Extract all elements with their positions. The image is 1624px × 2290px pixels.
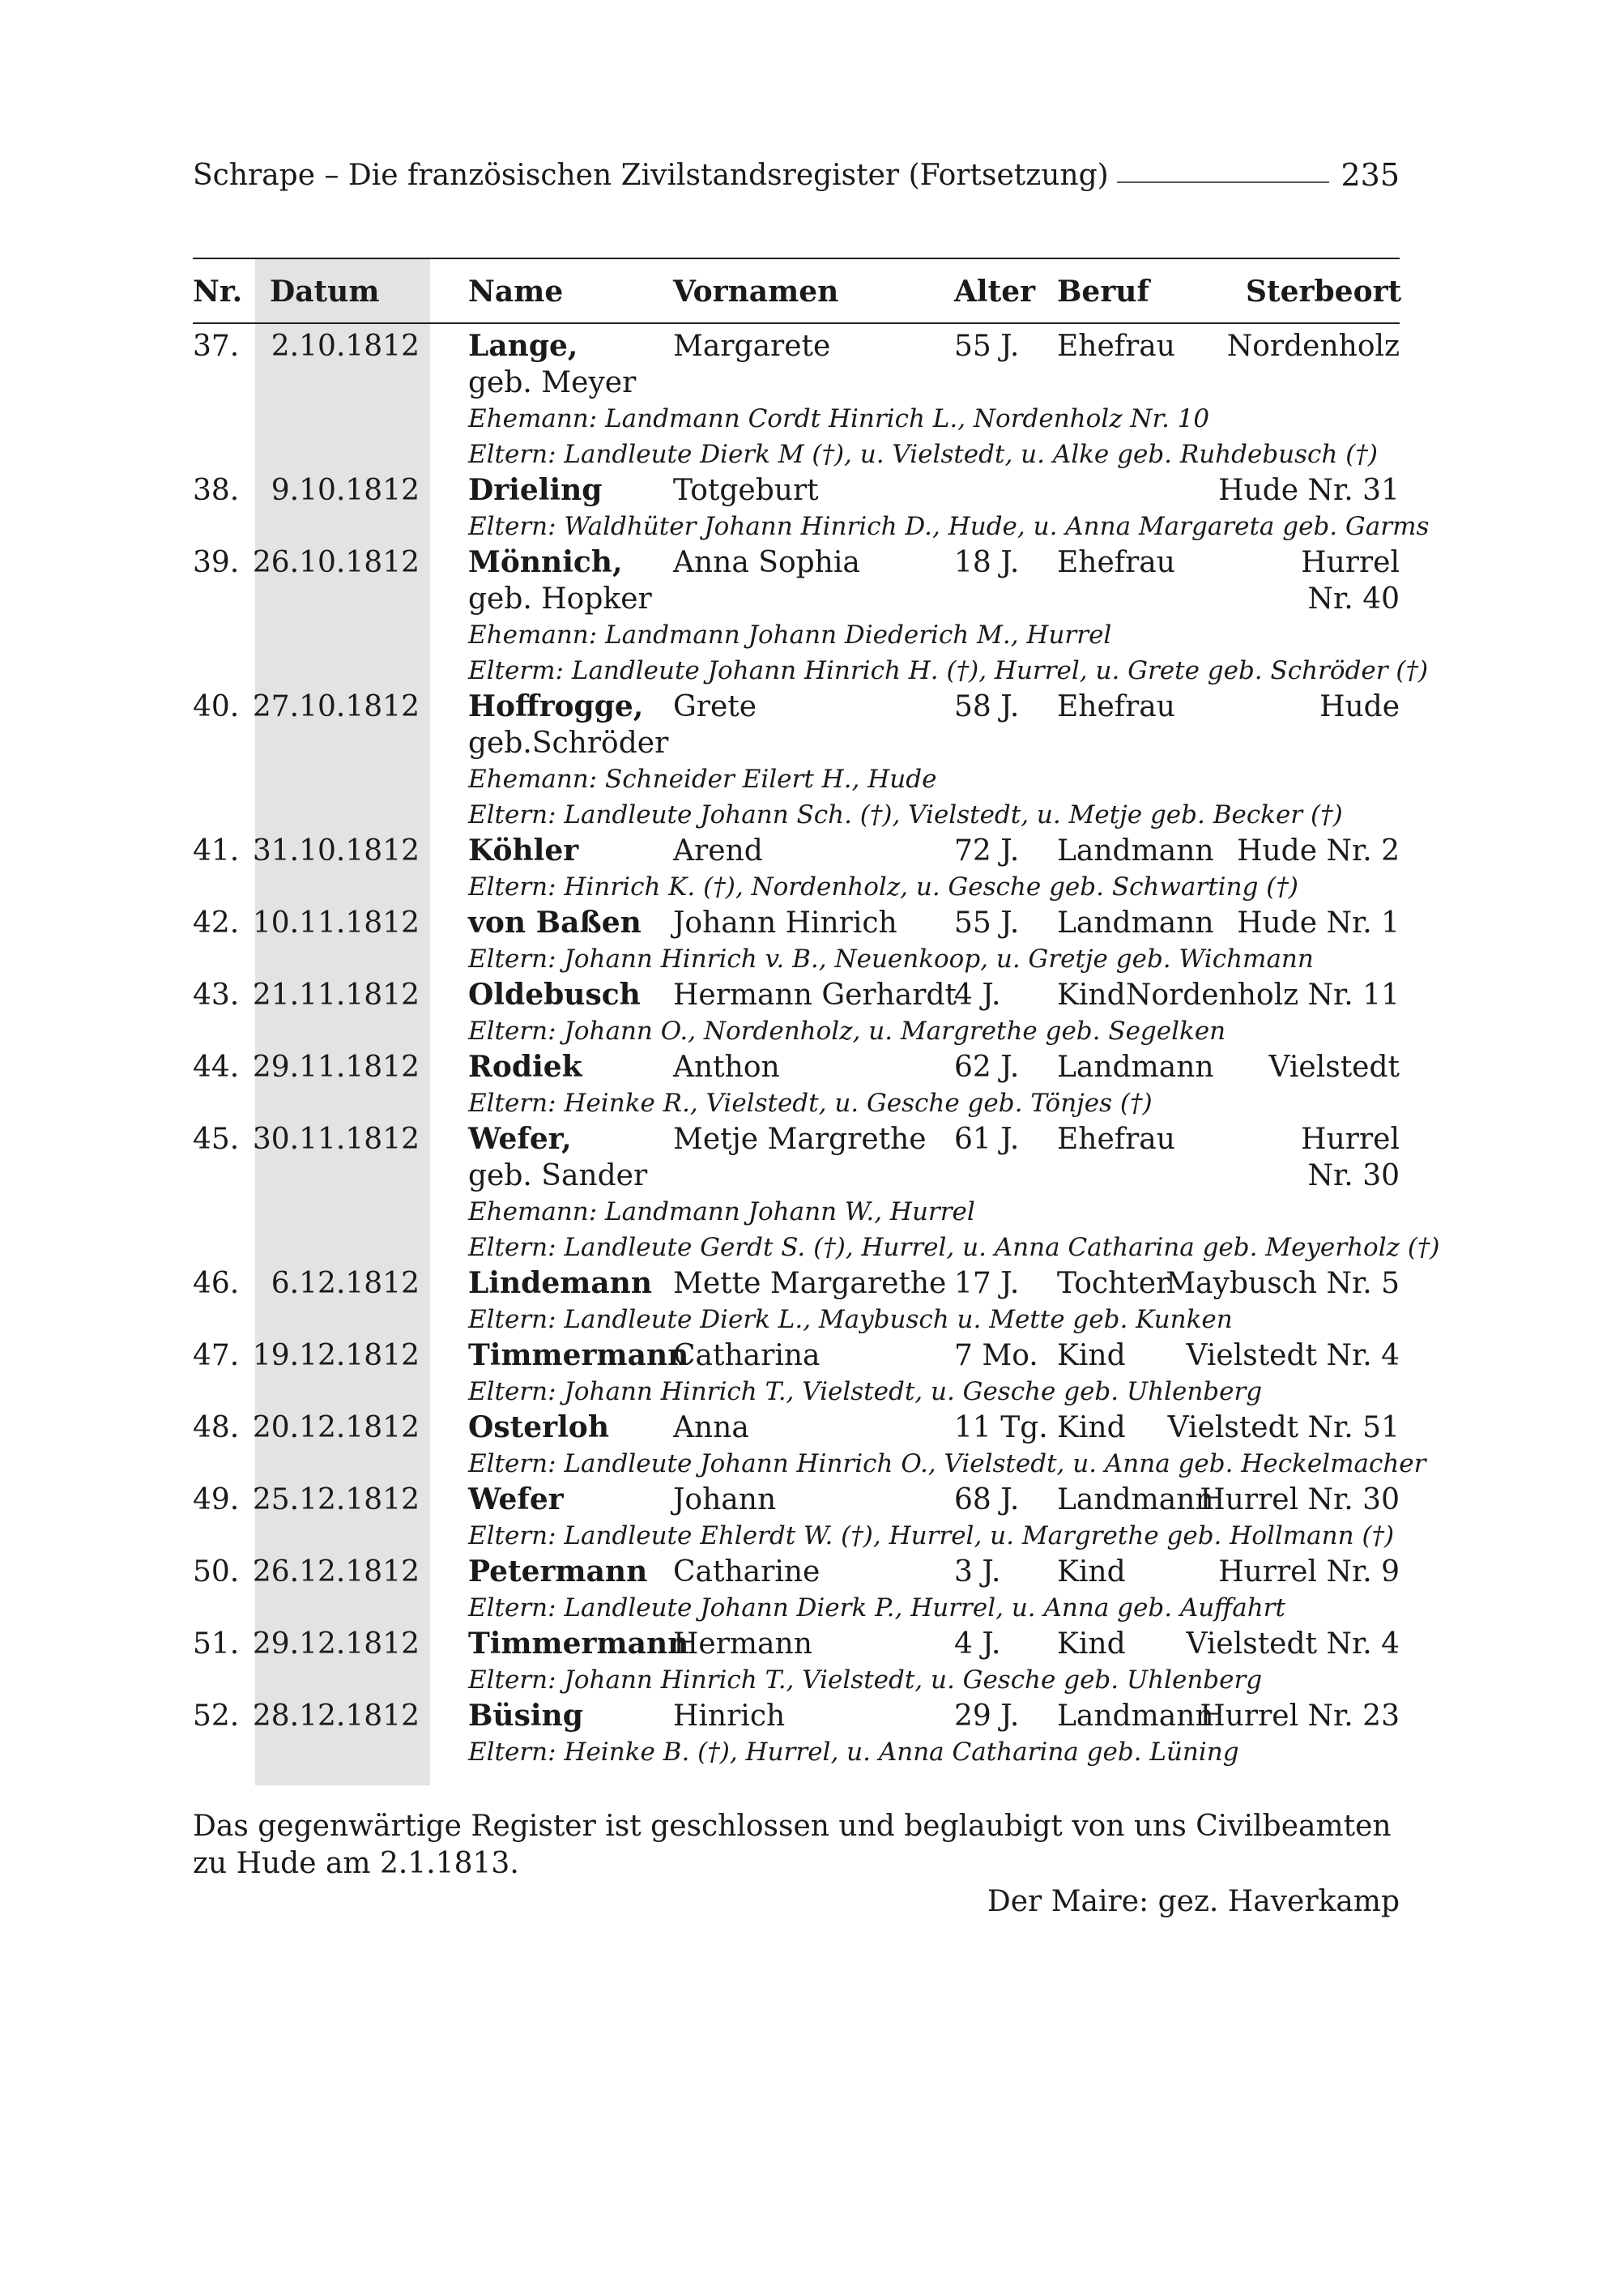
- entry-given-names: Catharine: [673, 1555, 821, 1589]
- entry-place-of-death: Hurrel: [1301, 546, 1400, 579]
- register-entry: [193, 977, 1400, 1049]
- entry-note: Eltern: Landleute Johann Dierk P., Hurrel, u. Anna geb. Auffahrt: [468, 1593, 1285, 1623]
- entry-given-names: Hinrich: [673, 1699, 786, 1733]
- death-register-table: [193, 328, 1440, 1770]
- entry-note: Eltern: Landleute Gerdt S. (†), Hurrel, u. Anna Catharina geb. Meyerholz (†): [468, 1233, 1440, 1262]
- entry-place-of-death: Maybusch Nr. 5: [1166, 1267, 1400, 1300]
- entry-note: Eltern: Landleute Ehlerdt W. (†), Hurrel, u. Margrethe geb. Hollmann (†): [468, 1521, 1395, 1550]
- entry-place-of-death: Hurrel: [1301, 1123, 1400, 1156]
- register-entry: [193, 1554, 1400, 1626]
- entry-main-line: [193, 328, 1400, 365]
- entry-main-line: [193, 1554, 1400, 1590]
- entry-given-names: Catharina: [673, 1339, 821, 1372]
- register-entry: [193, 833, 1400, 905]
- entry-date: 20.12.1812: [252, 1411, 420, 1444]
- entry-date: 31.10.1812: [252, 834, 420, 868]
- entry-main-line: [193, 1626, 1400, 1662]
- entry-main-line: [193, 1049, 1400, 1085]
- entry-occupation: Kind: [1057, 1627, 1126, 1661]
- entry-place-of-death: Hude Nr. 2: [1237, 834, 1400, 868]
- entry-note: Eltern: Johann Hinrich T., Vielstedt, u. Gesche geb. Uhlenberg: [468, 1665, 1263, 1695]
- entry-place-of-death: Hurrel Nr. 23: [1200, 1699, 1400, 1733]
- entry-occupation: Kind: [1057, 1339, 1126, 1372]
- entry-note: Ehemann: Schneider Eilert H., Hude: [468, 765, 937, 794]
- entry-continuation-line: [193, 581, 1400, 617]
- register-entry: [193, 544, 1429, 689]
- register-entry: [193, 1698, 1400, 1770]
- entry-given-names: Metje Margrethe: [673, 1123, 927, 1156]
- entry-age: 3 J.: [954, 1555, 1001, 1589]
- entry-note: Ehemann: Landmann Cordt Hinrich L., Nordenholz Nr. 10: [468, 404, 1210, 433]
- entry-age: 61 J.: [954, 1123, 1020, 1156]
- register-entry: [193, 1409, 1426, 1482]
- entry-given-names: Johann: [673, 1483, 777, 1516]
- entry-date: 25.12.1812: [252, 1483, 420, 1516]
- entry-occupation: Landmann: [1057, 906, 1214, 940]
- entry-continuation-line: [193, 725, 1400, 761]
- entry-note: Eltern: Hinrich K. (†), Nordenholz, u. Gesche geb. Schwarting (†): [468, 872, 1298, 902]
- entry-given-names: Grete: [673, 690, 757, 723]
- entry-number: 51.: [193, 1627, 240, 1661]
- entry-number: 37.: [193, 330, 240, 363]
- entry-age: 55 J.: [954, 906, 1020, 940]
- entry-surname: Timmermann: [468, 1338, 689, 1372]
- entry-place-of-death: Nordenholz: [1226, 330, 1400, 363]
- column-header-alter: Alter: [954, 275, 1036, 309]
- entry-main-line: [193, 1337, 1400, 1374]
- entry-occupation: Ehefrau: [1057, 546, 1175, 579]
- entry-given-names: Hermann Gerhardt: [673, 979, 957, 1012]
- entry-note: Eltern: Landleute Dierk M (†), u. Vielstedt, u. Alke geb. Ruhdebusch (†): [468, 440, 1378, 469]
- signature-line: Der Maire: gez. Haverkamp: [987, 1885, 1400, 1918]
- entry-date: 30.11.1812: [252, 1123, 420, 1156]
- entry-place-of-death: Hude: [1319, 690, 1400, 723]
- entry-date: 10.11.1812: [252, 906, 420, 940]
- entry-surname: Osterloh: [468, 1410, 609, 1444]
- entry-main-line: [193, 544, 1400, 581]
- entry-occupation: Ehefrau: [1057, 1123, 1175, 1156]
- entry-age: 62 J.: [954, 1051, 1020, 1084]
- entry-number: 39.: [193, 546, 240, 579]
- entry-given-names: Anna Sophia: [673, 546, 860, 579]
- table-header-rule: [193, 322, 1400, 324]
- entry-surname: Drieling: [468, 473, 603, 507]
- entry-occupation: Landmann: [1057, 1051, 1214, 1084]
- entry-surname: Wefer,: [468, 1122, 572, 1156]
- register-entry: [193, 905, 1400, 977]
- column-header-beruf: Beruf: [1057, 275, 1149, 309]
- entry-note: Eltern: Johann Hinrich T., Vielstedt, u. Gesche geb. Uhlenberg: [468, 1377, 1263, 1406]
- entry-age: 29 J.: [954, 1699, 1020, 1733]
- register-entry: [193, 1121, 1440, 1265]
- entry-maiden-name: geb. Meyer: [468, 366, 637, 399]
- entry-continuation-line: [193, 365, 1400, 401]
- register-entry: [193, 689, 1400, 833]
- header-leader-line: [1117, 181, 1330, 183]
- entry-note: Ehemann: Landmann Johann Diederich M., Hurrel: [468, 620, 1112, 650]
- entry-place-of-death: Hurrel Nr. 9: [1218, 1555, 1400, 1589]
- entry-surname: Rodiek: [468, 1050, 582, 1084]
- entry-place-of-death: Vielstedt Nr. 4: [1186, 1339, 1400, 1372]
- entry-surname: Büsing: [468, 1699, 583, 1733]
- entry-surname: Lindemann: [468, 1266, 653, 1300]
- entry-given-names: Hermann: [673, 1627, 812, 1661]
- entry-date: 26.12.1812: [252, 1555, 420, 1589]
- entry-place-of-death: Vielstedt: [1268, 1051, 1400, 1084]
- entry-surname: Köhler: [468, 834, 579, 868]
- entry-age: 68 J.: [954, 1483, 1020, 1516]
- entry-number: 43.: [193, 979, 240, 1012]
- register-entry: [193, 1482, 1400, 1554]
- closing-statement: Das gegenwärtige Register ist geschlossen und beglaubigt von uns Civilbeamten zu Hude am 2.1.1813.: [193, 1810, 1392, 1880]
- column-header-datum: Datum: [270, 275, 380, 309]
- table-top-rule: [193, 258, 1400, 259]
- entry-surname: Mönnich,: [468, 545, 623, 579]
- running-title: Schrape – Die französischen Zivilstandsregister (Fortsetzung): [193, 158, 1109, 192]
- entry-date: 2.10.1812: [271, 330, 420, 363]
- entry-main-line: [193, 1409, 1400, 1446]
- entry-occupation: Tochter: [1057, 1267, 1170, 1300]
- column-header-sterbeort: Sterbeort: [1246, 275, 1402, 309]
- entry-age: 4 J.: [954, 979, 1001, 1012]
- entry-place-continuation: Nr. 40: [1307, 582, 1400, 616]
- entry-surname: Hoffrogge,: [468, 689, 644, 723]
- entry-place-of-death: Nordenholz Nr. 11: [1125, 979, 1400, 1012]
- entry-occupation: Landmann: [1057, 1483, 1214, 1516]
- entry-main-line: [193, 1698, 1400, 1734]
- entry-date: 21.11.1812: [252, 979, 420, 1012]
- register-entry: [193, 1265, 1400, 1337]
- entry-given-names: Mette Margarethe: [673, 1267, 947, 1300]
- entry-age: 17 J.: [954, 1267, 1020, 1300]
- entry-date: 29.11.1812: [252, 1051, 420, 1084]
- entry-main-line: [193, 833, 1400, 869]
- column-header-name: Name: [468, 275, 564, 309]
- page-number: 235: [1341, 157, 1400, 193]
- entry-maiden-name: geb.Schröder: [468, 727, 669, 760]
- entry-main-line: [193, 472, 1400, 509]
- entry-given-names: Anthon: [673, 1051, 780, 1084]
- entry-place-of-death: Hude Nr. 31: [1218, 474, 1400, 507]
- entry-given-names: Arend: [673, 834, 763, 868]
- entry-number: 45.: [193, 1123, 240, 1156]
- running-header: [193, 151, 1400, 199]
- entry-main-line: [193, 905, 1400, 941]
- entry-continuation-line: [193, 1158, 1400, 1194]
- entry-number: 50.: [193, 1555, 240, 1589]
- register-entry: [193, 328, 1400, 472]
- entry-main-line: [193, 1482, 1400, 1518]
- entry-date: 27.10.1812: [252, 690, 420, 723]
- entry-place-continuation: Nr. 30: [1307, 1159, 1400, 1192]
- column-header-vornamen: Vornamen: [673, 275, 839, 309]
- entry-number: 40.: [193, 690, 240, 723]
- entry-number: 44.: [193, 1051, 240, 1084]
- entry-occupation: Ehefrau: [1057, 690, 1175, 723]
- entry-number: 52.: [193, 1699, 240, 1733]
- entry-occupation: Ehefrau: [1057, 330, 1175, 363]
- entry-surname: Timmermann: [468, 1627, 689, 1661]
- entry-age: 7 Mo.: [954, 1339, 1038, 1372]
- entry-note: Eltern: Waldhüter Johann Hinrich D., Hude, u. Anna Margareta geb. Garms: [468, 512, 1430, 541]
- entry-number: 46.: [193, 1267, 240, 1300]
- entry-main-line: [193, 689, 1400, 725]
- entry-note: Eltern: Landleute Johann Hinrich O., Vielstedt, u. Anna geb. Heckelmacher: [468, 1449, 1426, 1478]
- entry-number: 42.: [193, 906, 240, 940]
- entry-number: 47.: [193, 1339, 240, 1372]
- entry-age: 11 Tg.: [954, 1411, 1048, 1444]
- entry-surname: von Baßen: [468, 906, 642, 940]
- register-entry: [193, 1337, 1400, 1409]
- entry-maiden-name: geb. Hopker: [468, 582, 652, 616]
- entry-surname: Lange,: [468, 329, 578, 363]
- entry-main-line: [193, 1265, 1400, 1302]
- entry-note: Eltern: Landleute Johann Sch. (†), Vielstedt, u. Metje geb. Becker (†): [468, 800, 1343, 829]
- entry-note: Eltern: Heinke B. (†), Hurrel, u. Anna Catharina geb. Lüning: [468, 1738, 1239, 1767]
- entry-occupation: Landmann: [1057, 834, 1214, 868]
- entry-main-line: [193, 977, 1400, 1013]
- entry-place-of-death: Hude Nr. 1: [1237, 906, 1400, 940]
- entry-note: Elterm: Landleute Johann Hinrich H. (†), Hurrel, u. Grete geb. Schröder (†): [468, 656, 1429, 685]
- entry-number: 49.: [193, 1483, 240, 1516]
- entry-age: 58 J.: [954, 690, 1020, 723]
- entry-surname: Petermann: [468, 1554, 648, 1589]
- entry-place-of-death: Vielstedt Nr. 4: [1186, 1627, 1400, 1661]
- entry-place-of-death: Vielstedt Nr. 51: [1167, 1411, 1400, 1444]
- entry-place-of-death: Hurrel Nr. 30: [1200, 1483, 1400, 1516]
- entry-occupation: Kind: [1057, 1555, 1126, 1589]
- entry-date: 29.12.1812: [252, 1627, 420, 1661]
- entry-given-names: Margarete: [673, 330, 831, 363]
- entry-note: Eltern: Johann Hinrich v. B., Neuenkoop, u. Gretje geb. Wichmann: [468, 945, 1314, 974]
- entry-occupation: Kind: [1057, 1411, 1126, 1444]
- entry-occupation: Landmann: [1057, 1699, 1214, 1733]
- entry-date: 9.10.1812: [271, 474, 420, 507]
- entry-age: 18 J.: [954, 546, 1020, 579]
- entry-note: Eltern: Heinke R., Vielstedt, u. Gesche geb. Tönjes (†): [468, 1089, 1153, 1118]
- entry-surname: Oldebusch: [468, 978, 641, 1012]
- entry-age: 55 J.: [954, 330, 1020, 363]
- entry-note: Eltern: Johann O., Nordenholz, u. Margrethe geb. Segelken: [468, 1017, 1226, 1046]
- entry-date: 28.12.1812: [252, 1699, 420, 1733]
- entry-number: 38.: [193, 474, 240, 507]
- entry-date: 26.10.1812: [252, 546, 420, 579]
- entry-age: 72 J.: [954, 834, 1020, 868]
- entry-number: 41.: [193, 834, 240, 868]
- entry-given-names: Anna: [673, 1411, 749, 1444]
- entry-date: 6.12.1812: [271, 1267, 420, 1300]
- entry-surname: Wefer: [468, 1482, 564, 1516]
- entry-given-names: Johann Hinrich: [673, 906, 897, 940]
- entry-number: 48.: [193, 1411, 240, 1444]
- register-entry: [193, 1626, 1400, 1698]
- entry-main-line: [193, 1121, 1400, 1158]
- entry-date: 19.12.1812: [252, 1339, 420, 1372]
- register-entry: [193, 1049, 1400, 1121]
- entry-note: Eltern: Landleute Dierk L., Maybusch u. Mette geb. Kunken: [468, 1305, 1233, 1334]
- entry-age: 4 J.: [954, 1627, 1001, 1661]
- entry-given-names: Totgeburt: [673, 474, 819, 507]
- entry-maiden-name: geb. Sander: [468, 1159, 648, 1192]
- register-entry: [193, 472, 1430, 544]
- entry-occupation: Kind: [1057, 979, 1126, 1012]
- column-header-nr: Nr.: [193, 275, 243, 309]
- entry-note: Ehemann: Landmann Johann W., Hurrel: [468, 1197, 975, 1226]
